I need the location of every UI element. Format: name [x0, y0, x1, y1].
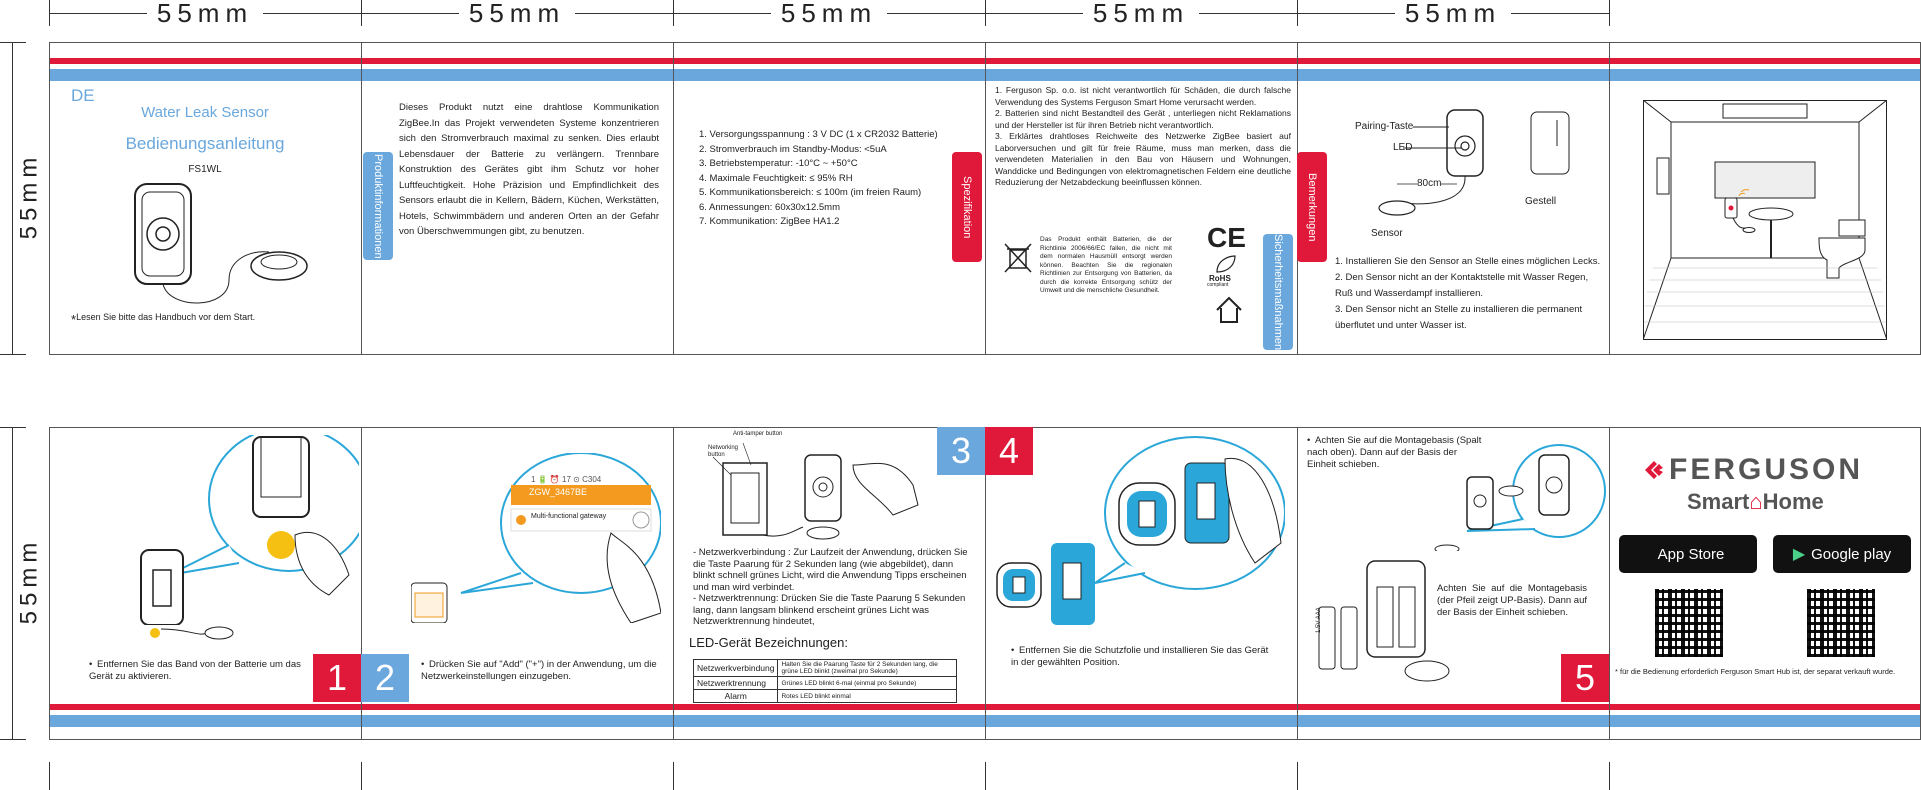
gateway-item: Multi-functional gateway: [531, 513, 607, 520]
label-mount: Gestell: [1525, 196, 1557, 207]
safety-item: 2. Batterien sind nicht Bestandteil des Gerät , unterliegen nicht Reklamations und der Hersteller ist für ihren Betrieb nicht verantwortlich.: [995, 108, 1291, 130]
manual-title: Bedienungsanleitung: [125, 134, 285, 153]
label-pairing-button: Pairing-Taste: [1355, 121, 1414, 132]
battery-label: 1.5V AAA: [1316, 607, 1322, 633]
panel-brand: [1609, 427, 1921, 703]
table-row: Alarm Rotes LED blinkt einmal: [694, 690, 957, 703]
play-icon: ▶: [1792, 546, 1806, 563]
google-play-button[interactable]: ▶ Google play: [1773, 535, 1911, 573]
safety-item: 3. Erklärtes drahtloses Reichweite des Netzwerke ZigBee basiert auf Laborversuchen und gilt für freie Räume, muss man merken, dass die verwendeten Materialien in den Bau von Häusern und Wohnungen, Wanddicke und Bedingungen von elektromagnetischen Feldern eine deutliche Reduzierung der Netzabdeckung beeinflussen können.: [995, 131, 1291, 187]
house-icon: [1213, 294, 1245, 326]
panel-step-5: [1297, 427, 1609, 703]
home-icon: ⌂: [1749, 489, 1763, 514]
qr-code-appstore[interactable]: [1655, 589, 1723, 657]
step5-mount-illustration: [1427, 441, 1607, 551]
rohs-leaf-icon: [1213, 254, 1237, 274]
label-cable-length: 80cm: [1417, 178, 1442, 189]
language-label: DE: [71, 86, 95, 105]
step5-battery-illustration: [1307, 557, 1467, 687]
panel-safety: [985, 82, 1297, 355]
step-number-4: 4: [985, 427, 1033, 475]
spec-item: 4. Maximale Feuchtigkeit: ≤ 95% RH: [699, 172, 853, 184]
spec-item: 1. Versorgungsspannung : 3 V DC (1 x CR2032 Batterie): [699, 129, 938, 140]
step4-illustration: [995, 433, 1285, 633]
led-table: [693, 659, 957, 703]
spec-list: [699, 128, 959, 230]
label-led: LED: [1393, 142, 1413, 153]
ferguson-logo-icon: [1641, 457, 1665, 483]
rohs-sublabel: compliant: [1207, 282, 1229, 288]
panel-cover: [49, 82, 361, 355]
tab-remarks: Bemerkungen: [1297, 152, 1327, 262]
panel-specification: [673, 82, 985, 355]
weee-notice: Das Produkt enthält Batterien, die der Richtlinie 2006/66/EC fallen, die nicht mit dem normalen Hausmüll entsorgt werden können. Beachten Sie die regionalen Richtlinien zur Entsorgung von Batterien, da durch die korrekte Entsorgung schütz der Umwelt und die menschliche Gesundheit.: [1040, 236, 1172, 294]
step-number-3: 3: [937, 427, 985, 475]
remarks-list: [1335, 254, 1603, 334]
bathroom-illustration: [1643, 100, 1887, 340]
led-table-title: LED-Gerät Bezeichnungen:: [689, 635, 848, 650]
step5-text-mid: Achten Sie auf die Montagebasis (der Pfeil zeigt UP-Basis). Dann auf der Basis der Einheit schieben.: [1437, 583, 1587, 618]
left-dimension-bottom: 55mm: [0, 427, 26, 740]
step-number-1: 1: [313, 654, 361, 702]
panel-step-4: [985, 427, 1297, 703]
left-dimension-top: 55mm: [0, 42, 26, 355]
label-networking-button: Networking button: [708, 445, 739, 458]
qr-code-googleplay[interactable]: [1807, 589, 1875, 657]
step3-text: - Netzwerkverbindung : Zur Laufzeit der Anwendung, drücken Sie die Taste Paarung für 2 Sekunden lang (wie abgebildet), dann blinkt schnell grünes Licht, wird die Anwendung Tipps erscheinen und man wird verbindet. - Netzwerktrennung: Drücken Sie die Taste Paarung 5 Sekunden lang, dann langsam blinkend erscheint grünes Licht was Netzwerktrennung hindeutet,: [693, 547, 968, 627]
step1-illustration: [89, 435, 359, 625]
step-number-5: 5: [1561, 654, 1609, 702]
step4-text: • Entfernen Sie die Schutzfolie und installieren Sie das Gerät in der gewählten Position.: [1011, 645, 1269, 668]
label-sensor: Sensor: [1371, 228, 1403, 239]
step2-text: • Drücken Sie auf "Add" ("+") in der Anwendung, um die Netzwerkeinstellungen einzugeben.: [421, 659, 657, 682]
remark-item: 1. Installieren Sie den Sensor an Stelle eines möglichen Lecks.: [1335, 256, 1601, 267]
tab-specification: Spezifikation: [952, 152, 982, 262]
panel-product-info: [361, 82, 673, 355]
weee-bin-icon: [1003, 242, 1033, 274]
step1-text: • Entfernen Sie das Band von der Batterie um das Gerät zu aktivieren.: [89, 659, 301, 682]
remark-item: 3. Den Sensor nicht an Stelle zu installieren die permanent überflutet und unter Wasser ist.: [1335, 304, 1583, 331]
brand-name: FERGUSON: [1669, 453, 1864, 486]
gateway-id: ZGW_3467BE: [529, 487, 588, 497]
app-store-button[interactable]: App Store: [1619, 535, 1757, 573]
safety-text: [995, 85, 1291, 189]
ce-mark: CE: [1207, 222, 1246, 253]
panel-bathroom: [1609, 82, 1921, 355]
remark-item: 2. Den Sensor nicht an der Kontaktstelle mit Wasser Regen, Ruß und Wasserdampf installieren.: [1335, 272, 1589, 299]
spec-item: 2. Stromverbrauch im Standby-Modus: <5uA: [699, 143, 887, 155]
spec-item: 3. Betriebstemperatur: -10°C ~ +50°C: [699, 158, 858, 169]
model-number: FS1WL: [188, 164, 222, 175]
dim-label-3: 55mm: [673, 0, 985, 26]
tab-safety: Sicherheitsmaßnahmen: [1263, 234, 1293, 350]
dim-label-2: 55mm: [361, 0, 673, 26]
label-anti-tamper: Anti-tamper button: [733, 431, 783, 437]
spec-item: 7. Kommunikation: ZigBee HA1.2: [699, 216, 840, 227]
note-text: *Lesen Sie bitte das Handbuch vor dem Start.: [71, 312, 256, 327]
dim-label-1: 55mm: [49, 0, 361, 26]
step5-text-top: • Achten Sie auf die Montagebasis (Spalt nach oben). Dann auf der Basis der Einheit schieben.: [1307, 435, 1482, 470]
product-description: Dieses Produkt nutzt eine drahtlose Kommunikation ZigBee.In das Projekt verwendeten Systeme konzentrieren sich den Stromverbrauch maximal zu senken. Dies erlaubt Lebensdauer der Batterie zu verlängern. Trennbare Konstruktion des Gerätes gibt ihm Schutz vor hoher Luftfeuchtigkeit. Hohe Präzision und Empfindlichkeit des Sensors erlaubt die in Kellern, Bädern, Küchen, Werkstätten, Hotels, Schwimmbädern und anderen Orten an der Gefahr von Überschwemmungen gibt, zu benutzen.: [399, 102, 659, 237]
dim-label-5: 55mm: [1297, 0, 1609, 26]
product-title: Water Leak Sensor: [141, 104, 269, 121]
table-row: Netzwerkverbindung Halten Sie die Paarung Taste für 2 Sekunden lang, die grüne LED blinkt (zweimal pro Sekunde): [694, 660, 957, 677]
sensor-illustration: [129, 180, 329, 310]
step-number-2: 2: [361, 654, 409, 702]
panel-step-1: [49, 427, 361, 703]
safety-item: 1. Ferguson Sp. o.o. ist nicht verantwortlich für Schäden, die durch falsche Verwendung des Systems Ferguson Smart Home verursacht werden.: [995, 85, 1291, 107]
dim-label-4: 55mm: [985, 0, 1297, 26]
phone-status-bar: 1 🔋 ⏰ 17 ⊙ C304: [531, 475, 602, 484]
table-row: Netzwerktrennung Grünes LED blinkt 6-mal (einmal pro Sekunde): [694, 677, 957, 690]
brand-sub: Smart⌂Home: [1687, 489, 1824, 514]
spec-item: 6. Anmessungen: 60x30x12.5mm: [699, 201, 841, 213]
rohs-label: RoHS: [1209, 274, 1231, 283]
spec-item: 5. Kommunikationsbereich: ≤ 100m (im freien Raum): [699, 187, 922, 198]
panel-remarks: [1297, 82, 1609, 355]
panel-step-2: [361, 427, 673, 703]
tab-product-info: Produktinformationen: [363, 152, 393, 260]
footnote: * für die Bedienung erforderlich Ferguson Smart Hub ist, der separat verkauft wurde.: [1615, 667, 1896, 676]
panel-step-3: [673, 427, 985, 740]
